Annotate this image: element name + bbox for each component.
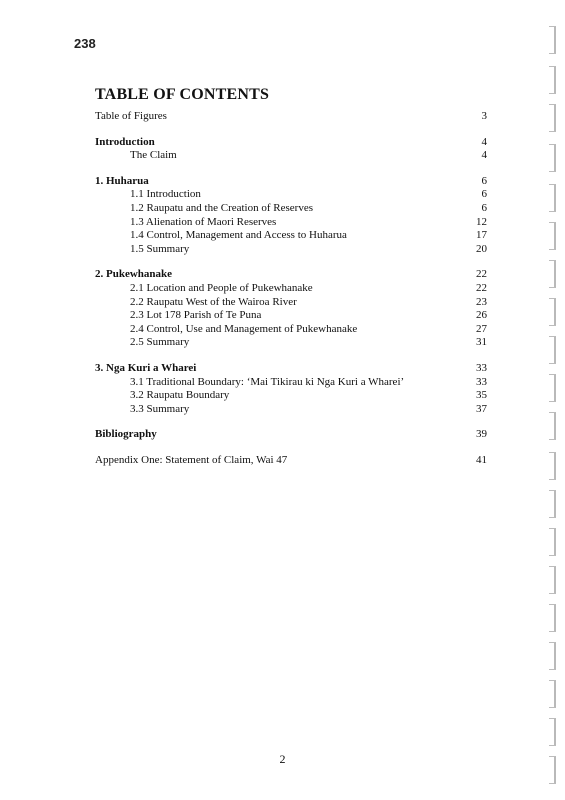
toc-entry-label: 2.1 Location and People of Pukewhanake — [130, 281, 313, 294]
toc-entry-label: 3.2 Raupatu Boundary — [130, 389, 230, 402]
toc-entry-1-2 — [95, 202, 487, 216]
binding-mark — [549, 104, 556, 132]
toc-entry-label: 2.2 Raupatu West of the Wairoa River — [130, 295, 297, 308]
toc-entry-page: 6 — [481, 174, 487, 187]
toc-entry-table-of-figures — [95, 110, 487, 124]
toc-entry-page: 20 — [476, 242, 487, 255]
toc-entry-label: Introduction — [95, 135, 155, 148]
binding-marks — [545, 0, 565, 800]
toc-entry-page: 22 — [476, 281, 487, 294]
toc-entry-label: 2.3 Lot 178 Parish of Te Puna — [130, 309, 262, 322]
toc-entry-page: 6 — [481, 188, 487, 201]
toc-entry-label: Table of Figures — [95, 110, 167, 122]
toc-entry-page: 26 — [476, 309, 487, 322]
binding-mark — [549, 718, 556, 746]
page-number-bottom: 2 — [279, 752, 286, 766]
toc-entry-label: 1.4 Control, Management and Access to Huharua — [130, 229, 347, 242]
toc-entry-page: 22 — [476, 268, 487, 281]
toc-section-pukewhanake — [95, 268, 487, 282]
toc-section-huharua — [95, 175, 487, 189]
toc-entry-page: 33 — [476, 361, 487, 374]
toc-entry-page: 33 — [476, 375, 487, 388]
toc-entry-appendix-one — [95, 454, 487, 468]
toc-entry-page: 4 — [481, 135, 487, 148]
toc-entry-2-2 — [95, 296, 487, 310]
toc-entry-label: 1.5 Summary — [130, 242, 190, 255]
binding-mark — [549, 642, 556, 670]
toc-entry-1-5 — [95, 243, 487, 257]
toc-entry-label: 1.1 Introduction — [130, 188, 201, 201]
binding-mark — [549, 490, 556, 518]
toc-entry-page: 27 — [476, 322, 487, 335]
binding-mark — [549, 566, 556, 594]
toc-entry-3-2 — [95, 389, 487, 403]
toc-entry-label: 1.3 Alienation of Maori Reserves — [130, 215, 277, 228]
toc-entry-page: 6 — [481, 201, 487, 214]
toc-entry-label: 2. Pukewhanake — [95, 268, 173, 281]
toc-entry-page: 12 — [476, 215, 487, 228]
toc-entry-1-4 — [95, 229, 487, 243]
binding-mark — [549, 452, 556, 480]
toc-section-introduction — [95, 136, 487, 150]
toc-entry-label: The Claim — [130, 149, 177, 162]
binding-mark — [549, 604, 556, 632]
toc-entry-page: 37 — [476, 402, 487, 415]
toc-entry-page: 35 — [476, 389, 487, 402]
toc-entry-label: 1. Huharua — [95, 174, 149, 187]
binding-mark — [549, 184, 556, 212]
toc-entry-2-4 — [95, 323, 487, 337]
binding-mark — [549, 374, 556, 402]
toc-entry-label: Bibliography — [95, 428, 157, 441]
toc-heading: TABLE OF CONTENTS — [95, 86, 270, 103]
toc-entry-label: 3.1 Traditional Boundary: ‘Mai Tikirau ki Nga Kuri a Wharei’ — [130, 375, 405, 388]
binding-mark — [549, 528, 556, 556]
table-of-contents — [95, 110, 487, 467]
toc-entry-page: 3 — [481, 110, 487, 122]
binding-mark — [549, 336, 556, 364]
toc-entry-2-5 — [95, 336, 487, 350]
binding-mark — [549, 260, 556, 288]
binding-mark — [549, 298, 556, 326]
toc-entry-label: 3. Nga Kuri a Wharei — [95, 361, 197, 374]
toc-entry-page: 4 — [481, 149, 487, 162]
binding-mark — [549, 680, 556, 708]
toc-entry-2-3 — [95, 309, 487, 323]
toc-entry-page: 17 — [476, 229, 487, 242]
binding-mark — [549, 144, 556, 172]
toc-entry-label: 2.4 Control, Use and Management of Pukewhanake — [130, 322, 358, 335]
toc-entry-page: 41 — [476, 453, 487, 466]
binding-mark — [549, 756, 556, 784]
binding-mark — [549, 26, 556, 54]
toc-entry-1-1 — [95, 188, 487, 202]
binding-mark — [549, 412, 556, 440]
toc-section-nga-kuri-a-wharei — [95, 362, 487, 376]
toc-entry-1-3 — [95, 216, 487, 230]
toc-entry-page: 31 — [476, 336, 487, 349]
toc-section-bibliography — [95, 428, 487, 442]
toc-entry-page: 23 — [476, 295, 487, 308]
toc-entry-label: 1.2 Raupatu and the Creation of Reserves — [130, 201, 313, 214]
toc-entry-2-1 — [95, 282, 487, 296]
toc-entry-label: 2.5 Summary — [130, 336, 190, 349]
toc-entry-label: Appendix One: Statement of Claim, Wai 47 — [95, 453, 288, 466]
toc-entry-page: 39 — [476, 428, 487, 441]
binding-mark — [549, 222, 556, 250]
toc-entry-label: 3.3 Summary — [130, 402, 190, 415]
toc-entry-3-1 — [95, 376, 487, 390]
binding-mark — [549, 66, 556, 94]
page-number-top: 238 — [74, 36, 96, 51]
toc-entry-the-claim — [95, 149, 487, 163]
toc-entry-3-3 — [95, 403, 487, 417]
